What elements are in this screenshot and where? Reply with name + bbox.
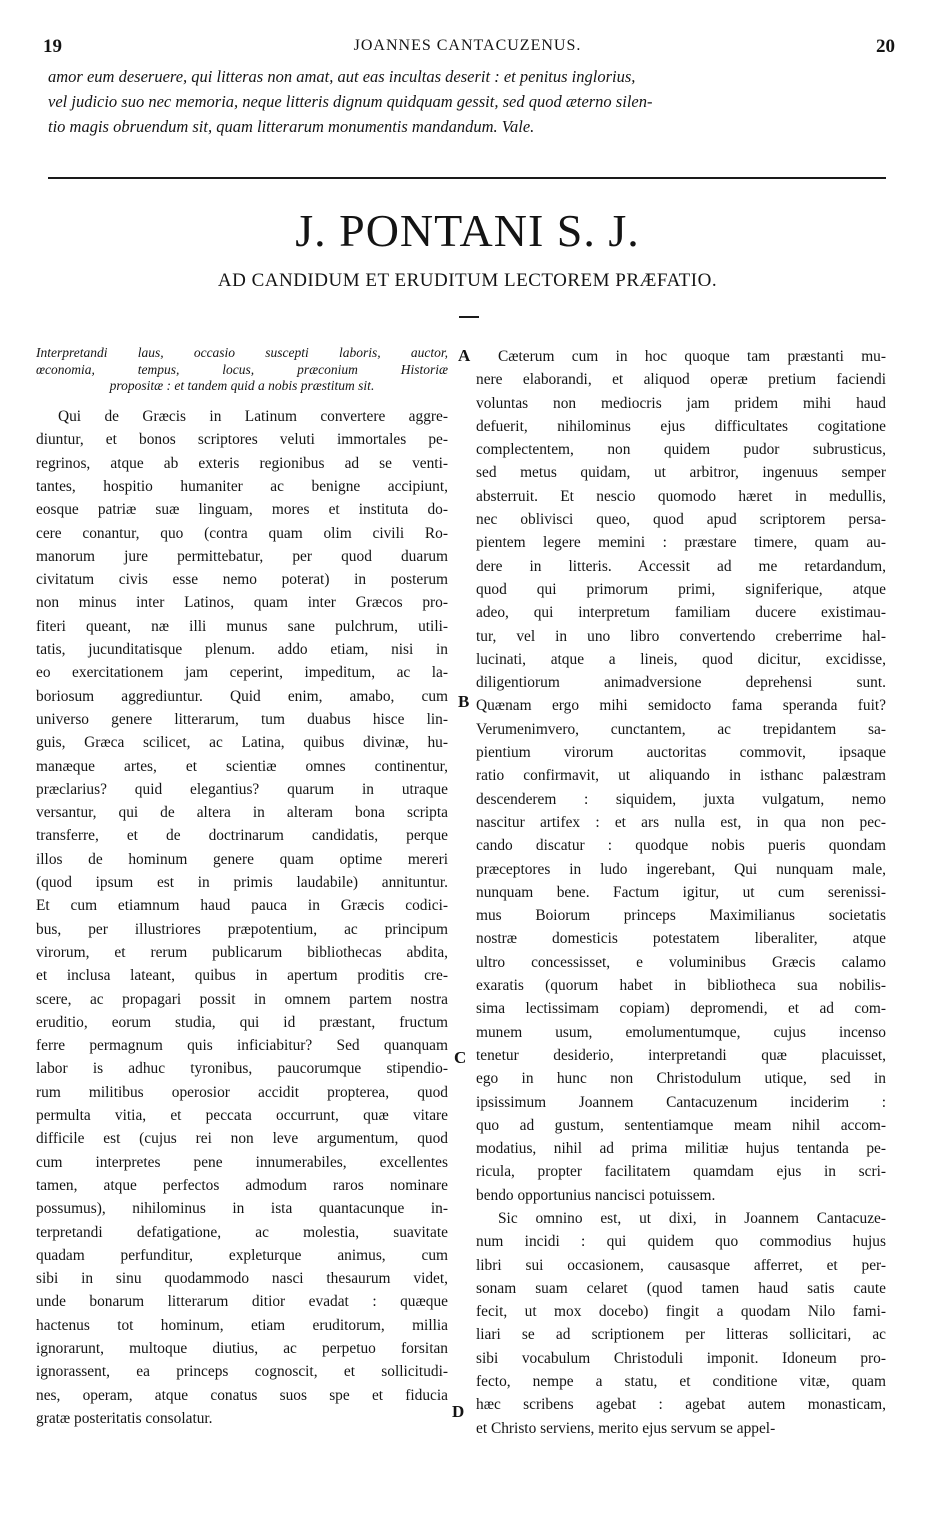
left-column — [36, 345, 448, 1430]
page-number-left: 19 — [43, 36, 62, 57]
text-line: amor eum deseruere, qui litteras non amat, aut eas incultas deserit : et penitus inglorius, — [48, 67, 636, 86]
running-title: JOANNES CANTACUZENUS. — [353, 37, 582, 54]
text-line: nunquam bene. Factum igitur, ut cum serenissi- — [476, 883, 886, 901]
text-line: ratio confirmavit, ut aliquando in isthanc palæstram — [476, 767, 886, 785]
text-line: tatis, jucunditatisque plenum. addo etiam, nisi in — [36, 641, 448, 659]
text-line: tur, vel in uno libro convertendo creberrime hal- — [476, 627, 886, 645]
page-number-right: 20 — [876, 36, 895, 57]
text-line: eruditio, eorum studia, qui id præstant, fructum — [36, 1013, 448, 1031]
text-line: sibi in sinu quodammodo nasci thesaurum videt, — [36, 1270, 448, 1288]
text-line: possumus), nihilominus in ista quantacunque in- — [36, 1200, 448, 1218]
text-line: quo ad gustum, sententiamque meam nihil accom- — [476, 1116, 886, 1134]
section-rule — [48, 177, 886, 179]
text-line: ferre permagnum quis inficiabitur? Sed quanquam — [36, 1037, 448, 1055]
text-line: diuntur, et bonos scriptores veluti immortales pe- — [36, 431, 448, 449]
text-line: cere conantur, quo (contra quam olim civili Ro- — [36, 524, 448, 542]
chapter-summary — [36, 345, 448, 395]
text-line: tantes, hospitio humaniter ac benigne accipiunt, — [36, 478, 448, 495]
text-line: eosque patriæ suæ linguam, mores et instituta do- — [36, 501, 448, 519]
text-line: pientem legere memini : præstare timere, quam au- — [476, 534, 886, 552]
text-line: nere elaborandi, et aliquod operæ pretium faciendi — [476, 371, 886, 389]
text-line: guis, Græca scilicet, ac Latina, quibus divinæ, hu- — [36, 734, 448, 752]
text-line: tenetur desiderio, interpretandi quæ placuisset, — [476, 1046, 886, 1064]
text-line: ignorarunt, multoque diutius, ac perpetuo forsitan — [36, 1339, 448, 1357]
text-line: et inclusa lateant, quibus in apertum proditis cre- — [36, 967, 448, 985]
margin-letter-b: B — [458, 692, 470, 711]
text-line: fecit, ut mox docebo) fingit a quodam Nilo fami- — [476, 1303, 886, 1321]
text-line: hæc scribens agebat : agebat autem monasticam, — [476, 1396, 886, 1414]
text-line: modatius, nihil ad prima militiæ hujus tentanda pe- — [476, 1140, 886, 1158]
right-column-text — [476, 345, 886, 1440]
text-line: difficile est (cujus rei non leve argumentum, quod — [36, 1130, 448, 1148]
text-line: ipsissimum Joannem Cantacuzenum inciderim : — [476, 1093, 886, 1111]
text-line: Et cum etiamnum haud pauca in Græcis codici- — [36, 897, 448, 915]
text-line: (quod ipsum est in primis laudabile) annituntur. — [36, 874, 448, 892]
text-line: descenderem : siquidem, juxta vulgatum, nemo — [476, 790, 886, 808]
text-line: Sic omnino est, ut dixi, in Joannem Cantacuze- — [498, 1209, 886, 1227]
margin-letter-c: C — [454, 1048, 467, 1067]
text-line: quod qui primorum primi, signiferique, atque — [476, 580, 886, 598]
text-line: permulta vitia, et peccata occurrunt, quæ vitare — [36, 1107, 448, 1125]
text-line: terpretandi defatigatione, ac molestia, suavitate — [36, 1223, 448, 1241]
text-line: nostræ domesticis potestatem liberaliter, atque — [476, 930, 886, 948]
margin-letter-a: A — [458, 346, 471, 365]
text-line: ultro concessisset, e voluminibus Græcis calamo — [476, 953, 886, 971]
text-line: num incidi : qui quidem quo commodius hujus — [476, 1233, 886, 1251]
text-line: nec oblivisci queo, quod apud scriptorem persa- — [476, 511, 886, 529]
text-line: virorum, et rerum publicarum bibliothecas abdita, — [36, 943, 448, 961]
text-line: nascitur artifex : et ars nulla est, in qua non pec- — [476, 813, 886, 831]
left-column-text — [36, 405, 448, 1430]
text-line: munem usum, emolumentumque, cujus incenso — [476, 1023, 886, 1041]
text-line: dere in litteris. Accessit ad me retardandum, — [476, 557, 886, 575]
text-line: adeo, qui interpretum familiam ducere existimau- — [476, 604, 886, 622]
text-line: transferre, et de doctrinarum candidatis, perque — [36, 827, 448, 845]
page-title: J. PONTANI S. J. — [295, 205, 640, 256]
text-line: Cæterum cum in hoc quoque tam præstanti mu- — [498, 348, 886, 365]
text-line: scere, ac propagari possit in omnem partem nostra — [36, 990, 448, 1008]
summary-line: Interpretandi laus, occasio suscepti laboris, auctor, — [36, 345, 448, 360]
text-line: gratæ posteritatis consolatur. — [36, 1409, 213, 1427]
text-line: præclarius? quid elegantius? quarum in utraque — [36, 780, 448, 798]
text-line: non minus inter Latinos, quam inter Græcos pro- — [36, 594, 448, 612]
text-line: universo genere litterarum, tum duabus hisce lin- — [36, 710, 448, 728]
text-line: tamen, atque perfectos admodum raros nominare — [36, 1176, 448, 1194]
text-line: eo exercitationem jam ceperint, impeditum, ac la- — [36, 664, 448, 682]
running-head — [0, 36, 935, 60]
text-line: bus, per illustriores præpotentium, ac principum — [36, 920, 448, 938]
text-line: diligentiorum animadversione deprehensi sunt. — [476, 674, 886, 692]
carry-over-text — [48, 64, 898, 139]
summary-line: œconomia, tempus, locus, præconium Historiæ — [36, 361, 448, 377]
text-line: ignorassent, ea princeps cognoscit, et sollicitudi- — [36, 1363, 448, 1381]
text-line: lucinati, atque a lineis, quod dicitur, excidisse, — [476, 650, 886, 668]
text-line: libri sui occasionem, causasque afferret, et per- — [476, 1256, 886, 1274]
text-line: cando discatur : quodque nobis pueris quondam — [476, 837, 886, 855]
text-line: mus Boiorum princeps Maximilianus societatis — [476, 907, 886, 925]
text-line: vel judicio suo nec memoria, neque litteris dignum quidquam gessit, sed quod æterno silen- — [48, 92, 653, 111]
text-line: sed metus quidam, ut arbitror, ingenuus semper — [476, 464, 886, 482]
text-line: bendo opportunius nancisci potuissem. — [476, 1186, 716, 1204]
text-line: sima lectissimam copiam) depromendi, et ad com- — [476, 1000, 886, 1018]
text-line: illos de hominum genere quam optime mereri — [36, 850, 448, 868]
text-line: ricula, propter facilitatem quamdam ejus in scri- — [476, 1163, 886, 1181]
text-line: Quænam ergo mihi semidocto fama speranda fuit? — [476, 697, 886, 715]
text-line: civitatum civis esse nemo poterat) in posterum — [36, 571, 448, 589]
text-line: tio magis obruendum sit, quam litterarum monumentis mandandum. Vale. — [48, 117, 535, 136]
text-line: quadam perfunditur, expleturque animus, cum — [36, 1246, 448, 1264]
margin-letter-d: D — [452, 1402, 465, 1421]
text-line: cum interpretes pene innumerabiles, excellentes — [36, 1153, 448, 1171]
text-line: sonam suam celaret (quod tamen haud satis caute — [476, 1279, 886, 1297]
text-line: versantur, qui de altera in alteram bona scripta — [36, 804, 448, 822]
text-line: pientium virorum auctoritas commovit, ipsaque — [476, 744, 886, 762]
title-dash — [459, 316, 479, 318]
text-line: ego in hunc non Christodulum utique, sed in — [476, 1070, 886, 1088]
text-line: exaratis (quorum habet in bibliotheca sua nobilis- — [476, 977, 886, 995]
text-line: præceptores in ludo ingerebant, Qui nunquam male, — [476, 860, 886, 878]
text-line: regrinos, atque ab exteris regionibus ad se venti- — [36, 454, 448, 472]
text-line: manæque artes, et scientiæ omnes continentur, — [36, 757, 448, 775]
text-line: Verumenimvero, cunctantem, ac trepidantem sa- — [476, 720, 886, 738]
text-line: et Christo serviens, merito ejus servum se appel- — [476, 1419, 776, 1437]
text-line: complectentem, non quidem pudor subrusticus, — [476, 441, 886, 459]
text-line: liari se ad scriptionem per litteras sollicitari, ac — [476, 1326, 886, 1344]
text-line: fiteri queant, næ illi munus sane pulchrum, utili- — [36, 617, 448, 635]
summary-line: propositæ : et tandem quid a nobis præstitum sit. — [109, 378, 375, 394]
text-line: boriosum aggrediuntur. Quid enim, amabo, cum — [36, 687, 448, 705]
text-line: rum militibus operosior accidit propterea, quod — [36, 1083, 448, 1101]
preface-subtitle: AD CANDIDUM ET ERUDITUM LECTOREM PRÆFATIO. — [217, 270, 718, 291]
text-line: sibi vocabulum Christoduli imponit. Idoneum pro- — [476, 1349, 886, 1367]
text-line: defuerit, nihilominus ejus difficultates cogitatione — [476, 417, 886, 435]
text-line: absterruit. Et nescio quomodo hæret in medullis, — [476, 487, 886, 505]
text-line: hactenus tot hominum, etiam eruditorum, millia — [36, 1316, 448, 1334]
text-line: unde bonarum litterarum ditior evadat : quæque — [36, 1293, 448, 1311]
text-line: labor is adhuc tyronibus, paucorumque stipendio- — [36, 1060, 448, 1078]
text-line: nes, operam, atque conatus suos spe et fiducia — [36, 1386, 448, 1404]
text-line: voluntas non mediocris jam pridem mihi haud — [476, 394, 886, 412]
text-line: Qui de Græcis in Latinum convertere aggre- — [58, 408, 448, 426]
text-line: fecto, nempe a statu, et conditione vitæ, quam — [476, 1373, 886, 1391]
text-line: manorum jure permittebatur, per quod duarum — [36, 547, 448, 565]
right-column — [476, 345, 886, 1440]
